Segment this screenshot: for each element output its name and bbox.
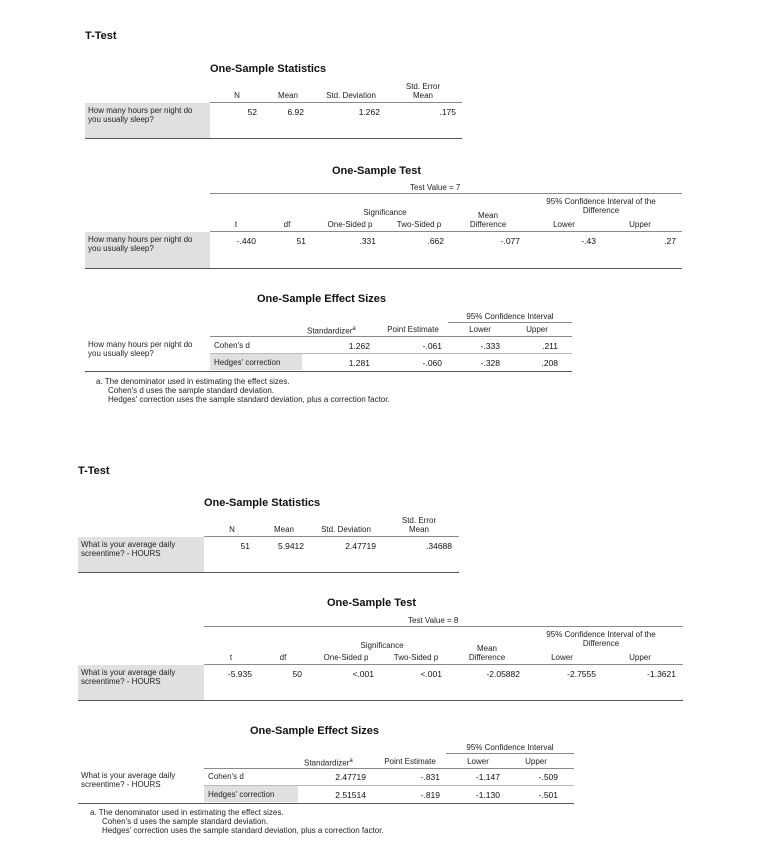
cell-upper: -.501: [538, 790, 558, 800]
col-header-std-deviation: Std. Deviation: [326, 91, 376, 100]
cell-std-error-mean: .34688: [426, 541, 452, 551]
cell-standardizer: 2.51514: [335, 790, 366, 800]
cell-t: -.440: [236, 236, 256, 246]
ci-header: 95% Confidence Interval: [466, 312, 554, 321]
cell-upper: -.509: [538, 772, 558, 782]
col-header-df: df: [283, 220, 291, 229]
col-header-df: df: [279, 653, 287, 662]
cell-std-deviation: 2.47719: [345, 541, 376, 551]
test-value: Test Value = 7: [410, 183, 461, 192]
table-rule: [204, 664, 683, 665]
mean-diff-header-2: Difference: [469, 220, 507, 229]
cell-standardizer: 2.47719: [335, 772, 366, 782]
table-rule: [210, 193, 682, 194]
cell-point-estimate: -.060: [422, 358, 442, 368]
ci-header: 95% Confidence Interval: [466, 743, 554, 752]
cell-standardizer: 1.262: [348, 341, 370, 351]
significance-header: Significance: [360, 641, 404, 650]
col-header-std-deviation: Std. Deviation: [321, 525, 371, 534]
effect-row-name: Cohen's d: [214, 341, 250, 350]
cell-lower: -1.130: [475, 790, 500, 800]
row-label: What is your average daily screentime? - HOURS: [81, 668, 176, 686]
cell-standardizer: 1.281: [348, 358, 370, 368]
cell-mean: 6.92: [287, 107, 304, 117]
ci-header-line1: 95% Confidence Interval of the: [546, 630, 656, 639]
col-header-standardizer: Standardizer$^a$: [307, 326, 356, 336]
ci-header-line1: 95% Confidence Interval of the: [546, 197, 656, 206]
cell-mean-difference: -.077: [500, 236, 520, 246]
cell-lower: -.328: [480, 358, 500, 368]
col-header-n: N: [234, 91, 240, 100]
col-header-two-sided-p: Two-Sided p: [393, 653, 439, 662]
col-header-mean: Mean: [273, 525, 294, 534]
effect-row-name: Hedges' correction: [214, 358, 281, 367]
table-rule: [204, 626, 683, 627]
row-label: What is your average daily screentime? - HOURS: [81, 540, 176, 558]
cell-upper: .208: [541, 358, 558, 368]
cell-n: 52: [247, 107, 257, 117]
col-header-mean: Mean: [277, 91, 298, 100]
cell-upper: .211: [542, 341, 558, 351]
mean-diff-header-1: Mean: [477, 211, 498, 220]
cell-two-sided-p: .662: [427, 236, 444, 246]
footnote: a. The denominator used in estimating the effect sizes.: [96, 377, 290, 386]
ci-header-line2: Difference: [582, 639, 620, 648]
effect-table-title: One-Sample Effect Sizes: [250, 725, 379, 737]
row-label: What is your average daily screentime? - HOURS: [81, 771, 176, 789]
table-bottom-rule: [85, 371, 572, 372]
table-bottom-rule: [85, 138, 462, 139]
stats-table-title: One-Sample Statistics: [210, 63, 327, 75]
section-heading: T-Test: [85, 30, 117, 42]
col-header-std-error-mean: Mean: [412, 91, 433, 100]
test-table-title: One-Sample Test: [332, 165, 422, 177]
col-header-lower: Lower: [467, 757, 489, 766]
col-header-upper: Upper: [526, 325, 548, 334]
cell-lower: -.333: [480, 341, 500, 351]
mean-diff-header-2: Difference: [468, 653, 506, 662]
col-header-point-estimate: Point Estimate: [387, 325, 439, 334]
cell-two-sided-p: <.001: [420, 669, 442, 679]
table-rule: [448, 322, 572, 323]
stats-table-title: One-Sample Statistics: [204, 497, 321, 509]
cell-ci-lower: -.43: [581, 236, 596, 246]
col-header-point-estimate: Point Estimate: [384, 757, 436, 766]
col-header-one-sided-p: One-Sided p: [323, 653, 369, 662]
cell-df: 50: [292, 669, 302, 679]
cell-n: 51: [240, 541, 250, 551]
cell-std-deviation: 1.262: [358, 107, 380, 117]
col-header-lower: Lower: [551, 653, 573, 662]
table-bottom-rule: [78, 700, 683, 701]
col-header-t: t: [234, 220, 238, 229]
footnote: Cohen's d uses the sample standard deviation.: [108, 386, 275, 395]
ci-header-line2: Difference: [582, 206, 620, 215]
col-header-two-sided-p: Two-Sided p: [396, 220, 442, 229]
cell-ci-lower: -2.7555: [567, 669, 596, 679]
cell-one-sided-p: <.001: [352, 669, 374, 679]
table-rule: [204, 536, 459, 537]
significance-header: Significance: [363, 208, 407, 217]
cell-std-error-mean: .175: [439, 107, 456, 117]
col-header-std-error: Std. Error: [401, 516, 437, 525]
table-bottom-rule: [78, 803, 574, 804]
cell-mean: 5.9412: [278, 541, 304, 551]
cell-df: 51: [296, 236, 306, 246]
footnote: Cohen's d uses the sample standard deviation.: [102, 817, 269, 826]
row-label: How many hours per night do you usually sleep?: [88, 235, 193, 253]
table-rule: [210, 231, 682, 232]
footnote: Hedges' correction uses the sample standard deviation, plus a correction factor.: [108, 395, 390, 404]
mean-diff-header-1: Mean: [476, 644, 497, 653]
col-header-upper: Upper: [629, 653, 651, 662]
col-header-lower: Lower: [553, 220, 575, 229]
table-rule: [446, 753, 574, 754]
cell-one-sided-p: .331: [359, 236, 376, 246]
effect-row-name: Cohen's d: [208, 772, 244, 781]
cell-t: -5.935: [227, 669, 252, 679]
row-label: How many hours per night do you usually sleep?: [88, 106, 193, 124]
table-rule: [210, 102, 462, 103]
table-rule: [204, 768, 574, 769]
table-rule: [210, 336, 572, 337]
cell-point-estimate: -.819: [420, 790, 440, 800]
col-header-upper: Upper: [629, 220, 651, 229]
col-header-standardizer: Standardizer$^a$: [304, 758, 353, 768]
cell-point-estimate: -.061: [422, 341, 442, 351]
cell-lower: -1.147: [475, 772, 500, 782]
section-heading: T-Test: [78, 465, 110, 477]
col-header-n: N: [229, 525, 235, 534]
test-value: Test Value = 8: [408, 616, 459, 625]
col-header-upper: Upper: [525, 757, 547, 766]
col-header-lower: Lower: [469, 325, 491, 334]
col-header-std-error-mean: Mean: [408, 525, 429, 534]
cell-ci-upper: -1.3621: [647, 669, 676, 679]
effect-row-name: Hedges' correction: [208, 790, 275, 799]
table-bottom-rule: [85, 268, 682, 269]
col-header-one-sided-p: One-Sided p: [327, 220, 373, 229]
effect-table-title: One-Sample Effect Sizes: [257, 293, 386, 305]
footnote: Hedges' correction uses the sample standard deviation, plus a correction factor.: [102, 826, 384, 835]
cell-point-estimate: -.831: [420, 772, 440, 782]
cell-mean-difference: -2.05882: [486, 669, 520, 679]
col-header-std-error: Std. Error: [405, 82, 441, 91]
footnote: a. The denominator used in estimating the effect sizes.: [90, 808, 284, 817]
test-table-title: One-Sample Test: [327, 597, 417, 609]
row-label: How many hours per night do you usually sleep?: [88, 340, 193, 358]
table-bottom-rule: [78, 572, 459, 573]
cell-ci-upper: .27: [664, 236, 676, 246]
col-header-t: t: [229, 653, 233, 662]
